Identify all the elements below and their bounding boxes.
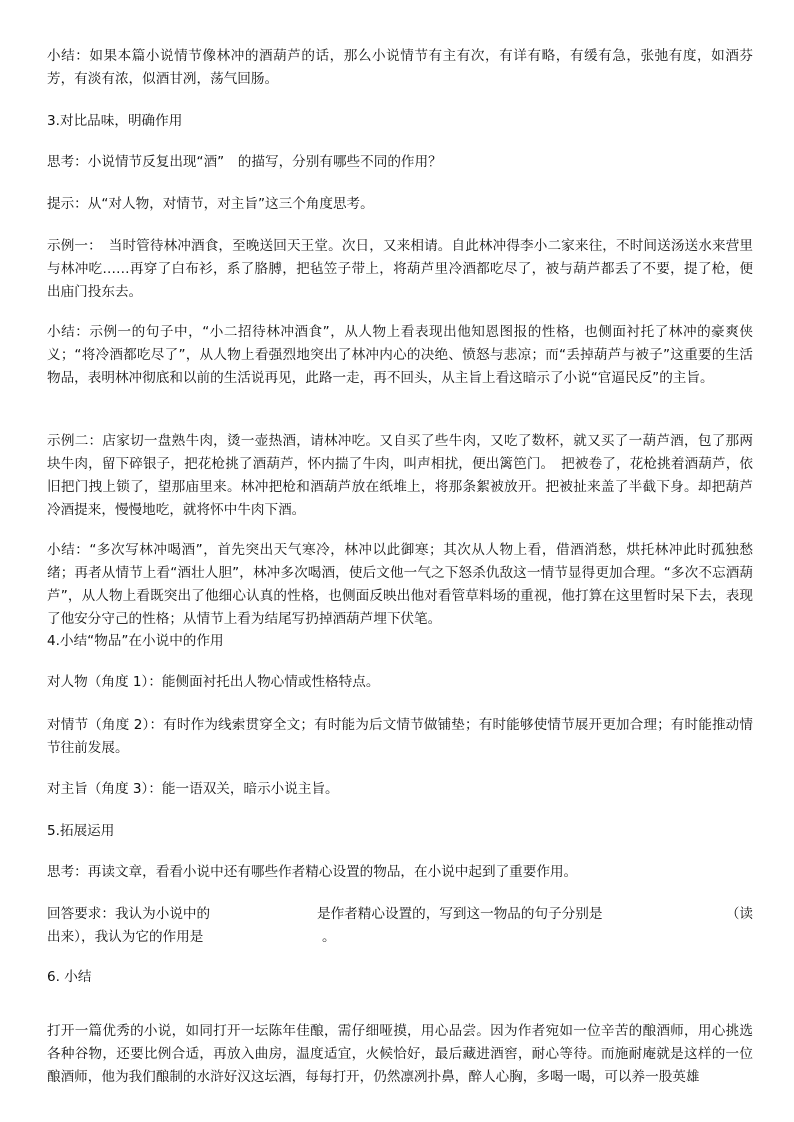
answer-requirement-paragraph	[47, 903, 753, 949]
section-heading-4: 4.小结“物品”在小说中的作用	[47, 633, 224, 649]
summary-paragraph-3: 小结：“多次写林冲喝酒”，首先突出天气寒冷，林冲以此御寒；其次从人物上看，借酒消愁，烘托林冲此时孤独愁绪；再者从情节上看“酒壮人胆”，林冲多次喝酒，使后文他一气之下怒杀仇敌这一情节显得更加合理。“多次不忘酒葫芦”，从人物上看既突出了他细心认真的性格，也侧面反映出他对看管草料场的重视，他打算在这里暂时呆下去，表现了他安分守己的性格；从情节上看为结尾写扔掉酒葫芦埋下伏笔。	[47, 542, 753, 627]
angle-paragraph-1: 对人物（角度 1）：能侧面衬托出人物心情或性格特点。	[47, 674, 380, 690]
hint-paragraph: 提示：从“对人物，对情节，对主旨”这三个角度思考。	[47, 196, 374, 212]
answer-text-part5: 。	[322, 929, 336, 945]
final-paragraph: 打开一篇优秀的小说，如同打开一坛陈年佳酿，需仔细哑摸，用心品尝。因为作者宛如一位辛苦的酿酒师，用心挑选各种谷物，还要比例合适，再放入曲房，温度适宜，火候恰好，最后藏进酒窖，耐心等待。而施耐庵就是这样的一位酿酒师，他为我们酿制的水浒好汉这坛酒，每每打开，仍然凛冽扑鼻，醉人心胸，多喝一喝，可以养一股英雄	[47, 1023, 753, 1085]
section-heading-3: 3.对比品味，明确作用	[47, 113, 183, 129]
summary-paragraph-2: 小结：示例一的句子中，“小二招待林冲酒食”，从人物上看表现出他知恩图报的性格，也侧面衬托了林冲的豪爽侠义；“将冷酒都吃尽了”，从人物上看强烈地突出了林冲内心的决绝、愤怒与悲凉；而“丢掉葫芦与被子”这重要的生活物品，表明林冲彻底和以前的生活说再见，此路一走，再不回头，从主旨上看这暗示了小说“官逼民反”的主旨。	[47, 324, 753, 386]
think-paragraph-2: 思考：再读文章，看看小说中还有哪些作者精心设置的物品，在小说中起到了重要作用。	[47, 864, 578, 880]
answer-text-part2: 是作者精心设置的，写到这一物品的句子分别是	[317, 906, 603, 922]
section-heading-6: 6. 小结	[47, 969, 92, 985]
section-heading-5: 5.拓展运用	[47, 823, 115, 839]
summary-paragraph-1: 小结：如果本篇小说情节像林冲的酒葫芦的话，那么小说情节有主有次，有详有略，有缓有急，张弛有度，如酒芬芳，有淡有浓，似酒甘冽，荡气回肠。	[47, 48, 753, 87]
answer-text-part1: 回答要求：我认为小说中的	[47, 906, 211, 922]
answer-text-part4: 出来），我认为它的作用是	[47, 929, 204, 945]
think-paragraph-1: 思考：小说情节反复出现“酒” 的描写，分别有哪些不同的作用？	[47, 154, 442, 170]
angle-paragraph-3: 对主旨（角度 3）：能一语双关，暗示小说主旨。	[47, 781, 339, 797]
angle-paragraph-2: 对情节（角度 2）：有时作为线索贯穿全文；有时能为后文情节做铺垫；有时能够使情节展开更加合理；有时能推动情节往前发展。	[47, 717, 753, 756]
example-paragraph-2: 示例二：店家切一盘熟牛肉，烫一壶热酒，请林冲吃。又自买了些牛肉，又吃了数杯，就又买了一葫芦酒，包了那两块牛肉，留下碎银子，把花枪挑了酒葫芦，怀内揣了牛肉，叫声相扰，便出篱笆门。 把被卷了，花枪挑着酒葫芦，依旧把门拽上锁了，望那庙里来。林冲把枪和酒葫芦放在纸堆上，将那条絮被放开。把被扯来盖了半截下身。却把葫芦冷酒提来，慢慢地吃，就将怀中牛肉下酒。	[47, 433, 753, 518]
example-paragraph-1: 示例一： 当时管待林冲酒食，至晚送回天王堂。次日，又来相请。自此林冲得李小二家来往，不时间送汤送水来营里与林冲吃……再穿了白布衫，系了胳膊，把毡笠子带上，将葫芦里冷酒都吃尽了，被与葫芦都丢了不要，提了枪，便出庙门投东去。	[47, 238, 753, 300]
answer-text-part3: （读	[725, 906, 753, 922]
